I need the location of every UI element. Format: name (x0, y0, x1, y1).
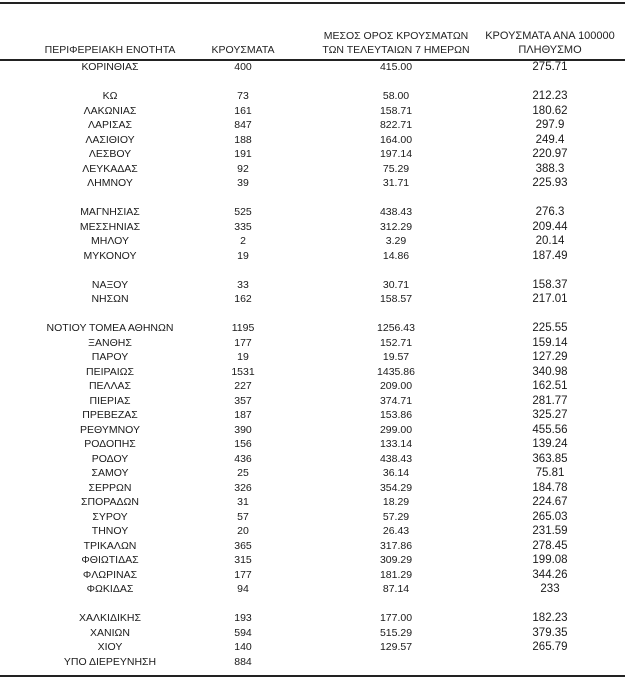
cell-avg7: 177.00 (379, 612, 413, 624)
cell-cases: 335 (234, 220, 252, 233)
table-row (0, 568, 630, 583)
cell-per100k: 363.85 (532, 452, 568, 465)
table-row (0, 365, 630, 380)
header-avg7-line1: ΜΕΣΟΣ ΟΡΟΣ ΚΡΟΥΣΜΑΤΩΝ (323, 30, 469, 42)
cell-cases: 2 (240, 235, 246, 247)
cell-per100k: 139.24 (532, 438, 568, 450)
cell-cases: 140 (234, 641, 252, 653)
table-row (0, 495, 630, 510)
cell-cases: 525 (234, 206, 252, 218)
cell-avg7: 374.71 (379, 394, 413, 407)
cell-region: ΠΕΙΡΑΙΩΣ (86, 365, 134, 378)
cell-region: ΞΑΝΘΗΣ (88, 336, 132, 349)
cell-cases: 191 (234, 148, 252, 160)
cell-cases: 400 (234, 61, 252, 73)
cell-per100k: 325.27 (532, 409, 568, 421)
cell-avg7: 57.29 (382, 510, 410, 523)
table-row (0, 611, 630, 626)
cell-cases: 227 (234, 380, 252, 392)
cell-avg7: 197.14 (379, 148, 413, 160)
header-region (0, 43, 220, 57)
table-row (0, 481, 630, 496)
cell-region: ΦΘΙΩΤΙΔΑΣ (81, 554, 139, 566)
cell-region: ΛΑΡΙΣΑΣ (88, 119, 132, 131)
cell-avg7: 18.29 (382, 496, 410, 508)
table-row (0, 278, 630, 293)
cell-avg7: 87.14 (382, 583, 410, 595)
table-row (0, 118, 630, 133)
cell-cases: 326 (234, 481, 252, 494)
cell-per100k: 217.01 (532, 293, 568, 305)
table-row (0, 452, 630, 467)
cell-per100k: 199.08 (532, 554, 568, 566)
table-header (0, 28, 630, 58)
cell-per100k: 278.45 (532, 539, 568, 552)
cell-region: ΣΠΟΡΑΔΩΝ (81, 496, 139, 508)
cell-cases: 1195 (231, 322, 255, 334)
cell-cases: 162 (234, 293, 252, 305)
cell-per100k: 127.29 (532, 351, 568, 363)
cell-cases: 193 (234, 612, 252, 624)
cell-cases: 92 (237, 162, 249, 175)
cell-avg7: 822.71 (379, 119, 413, 131)
cell-cases: 156 (234, 438, 252, 450)
cell-per100k: 20.14 (535, 235, 565, 247)
cell-avg7: 164.00 (379, 133, 413, 146)
cell-per100k: 180.62 (532, 104, 568, 117)
cell-per100k: 224.67 (532, 496, 568, 508)
cell-cases: 357 (234, 394, 252, 407)
header-per100k-line2: ΠΛΗΘΥΣΜΟ (518, 44, 582, 56)
table-row (0, 205, 630, 220)
cell-per100k: 340.98 (532, 365, 568, 378)
cell-region: ΣΥΡΟΥ (92, 510, 128, 523)
cell-per100k: 275.71 (532, 61, 568, 73)
cell-per100k: 220.97 (532, 148, 568, 160)
cell-avg7: 133.14 (379, 438, 413, 450)
cell-cases: 19 (237, 351, 249, 363)
cell-region: ΥΠΟ ΔΙΕΡΕΥΝΗΣΗ (63, 655, 157, 668)
cell-cases: 187 (234, 409, 252, 421)
table-row (0, 350, 630, 365)
table-row (0, 626, 630, 641)
table-row (0, 147, 630, 162)
cell-avg7: 415.00 (379, 61, 413, 73)
cell-avg7: 158.57 (379, 293, 413, 305)
spacer-row (0, 191, 630, 206)
table-row (0, 394, 630, 409)
table-row (0, 162, 630, 177)
cell-cases: 94 (237, 583, 249, 595)
cell-avg7: 36.14 (382, 467, 410, 479)
cell-region: ΧΑΛΚΙΔΙΚΗΣ (79, 612, 141, 624)
cell-region: ΡΟΔΟΠΗΣ (84, 438, 136, 450)
cell-region: ΣΑΜΟΥ (91, 467, 129, 479)
cell-cases: 315 (234, 554, 252, 566)
cell-cases: 73 (237, 90, 249, 102)
cell-region: ΝΗΣΩΝ (91, 293, 129, 305)
cell-avg7: 438.43 (379, 206, 413, 218)
table-top-border (0, 2, 625, 4)
cell-region: ΜΥΚΟΝΟΥ (83, 249, 137, 262)
table-row (0, 249, 630, 264)
cell-per100k: 265.79 (532, 641, 568, 653)
table-body (0, 60, 630, 669)
cell-region: ΦΛΩΡΙΝΑΣ (82, 568, 138, 581)
cell-region: ΣΕΡΡΩΝ (88, 481, 132, 494)
cell-per100k: 212.23 (532, 90, 568, 102)
header-per100k-line1: ΚΡΟΥΣΜΑΤΑ ΑΝΑ 100000 (485, 30, 615, 42)
cell-cases: 33 (237, 278, 249, 291)
cell-avg7: 153.86 (379, 409, 413, 421)
cell-region: ΝΟΤΙΟΥ ΤΟΜΕΑ ΑΘΗΝΩΝ (46, 322, 174, 334)
cell-cases: 390 (234, 423, 252, 436)
cell-avg7: 14.86 (382, 249, 410, 262)
cell-per100k: 162.51 (532, 380, 568, 392)
cell-region: ΤΡΙΚΑΛΩΝ (83, 539, 137, 552)
header-cases-label: ΚΡΟΥΣΜΑΤΑ (211, 44, 275, 56)
table-row (0, 104, 630, 119)
cell-region: ΡΕΘΥΜΝΟΥ (79, 423, 140, 436)
cell-cases: 594 (234, 626, 252, 639)
table-row (0, 640, 630, 655)
cell-avg7: 158.71 (379, 104, 413, 117)
cell-avg7: 26.43 (382, 525, 410, 537)
cell-region: ΠΕΛΛΑΣ (88, 380, 132, 392)
cell-per100k: 388.3 (535, 162, 565, 175)
cell-per100k: 249.4 (535, 133, 565, 146)
cell-cases: 436 (234, 452, 252, 465)
cell-avg7: 1435.86 (377, 365, 415, 378)
cell-region: ΧΑΝΙΩΝ (90, 626, 130, 639)
cell-avg7: 129.57 (379, 641, 413, 653)
cell-avg7: 19.57 (382, 351, 410, 363)
cell-avg7: 1256.43 (377, 322, 415, 334)
table-bottom-border (0, 675, 625, 677)
cell-region: ΛΑΚΩΝΙΑΣ (83, 104, 137, 117)
cell-per100k: 379.35 (532, 626, 568, 639)
cell-avg7: 309.29 (379, 554, 413, 566)
table-row (0, 234, 630, 249)
cell-avg7: 3.29 (385, 235, 407, 247)
table-row (0, 321, 630, 336)
cell-avg7: 312.29 (379, 220, 413, 233)
cell-per100k: 225.55 (532, 322, 568, 334)
cell-per100k: 455.56 (532, 423, 568, 436)
table-row (0, 220, 630, 235)
cell-per100k: 281.77 (532, 394, 568, 407)
table-row (0, 466, 630, 481)
spacer-row (0, 307, 630, 322)
cell-per100k: 265.03 (532, 510, 568, 523)
table-row (0, 423, 630, 438)
table-row (0, 510, 630, 525)
cell-per100k: 75.81 (535, 467, 565, 479)
header-avg7-line2: ΤΩΝ ΤΕΛΕΥΤΑΙΩΝ 7 ΗΜΕΡΩΝ (322, 44, 470, 56)
cell-per100k: 158.37 (532, 278, 568, 291)
table-row (0, 408, 630, 423)
cell-cases: 847 (234, 119, 252, 131)
spacer-row (0, 75, 630, 90)
cell-cases: 31 (237, 496, 249, 508)
cell-per100k: 184.78 (532, 481, 568, 494)
cell-cases: 1531 (231, 365, 255, 378)
table-row (0, 292, 630, 307)
cell-avg7: 299.00 (379, 423, 413, 436)
cell-per100k: 159.14 (532, 336, 568, 349)
spacer-row (0, 263, 630, 278)
cell-per100k: 209.44 (532, 220, 568, 233)
cell-avg7: 317.86 (379, 539, 413, 552)
cell-cases: 177 (234, 336, 252, 349)
cell-region: ΝΑΞΟΥ (91, 278, 129, 291)
cell-cases: 39 (237, 177, 249, 189)
cell-per100k: 182.23 (532, 612, 568, 624)
table-row (0, 89, 630, 104)
cell-region: ΛΕΣΒΟΥ (88, 148, 132, 160)
cell-region: ΠΙΕΡΙΑΣ (89, 394, 131, 407)
table-row (0, 336, 630, 351)
header-region-label: ΠΕΡΙΦΕΡΕΙΑΚΗ ΕΝΟΤΗΤΑ (44, 44, 176, 56)
cell-region: ΦΩΚΙΔΑΣ (86, 583, 134, 595)
cell-avg7: 515.29 (379, 626, 413, 639)
cell-avg7: 354.29 (379, 481, 413, 494)
cell-avg7: 31.71 (382, 177, 410, 189)
cell-region: ΛΕΥΚΑΔΑΣ (82, 162, 138, 175)
table-row (0, 133, 630, 148)
cell-region: ΛΗΜΝΟΥ (87, 177, 133, 189)
cell-cases: 19 (237, 249, 249, 262)
table-row (0, 524, 630, 539)
cell-per100k: 344.26 (532, 568, 568, 581)
cell-avg7: 438.43 (379, 452, 413, 465)
cell-per100k: 233 (540, 583, 560, 595)
table-row (0, 582, 630, 597)
table-row (0, 60, 630, 75)
cell-region: ΚΩ (102, 90, 118, 102)
table-row (0, 379, 630, 394)
cell-avg7: 152.71 (379, 336, 413, 349)
cell-region: ΤΗΝΟΥ (91, 525, 129, 537)
cell-cases: 161 (234, 104, 252, 117)
table-row (0, 655, 630, 670)
cell-cases: 57 (237, 510, 249, 523)
table-row (0, 553, 630, 568)
cell-per100k: 225.93 (532, 177, 568, 189)
spacer-row (0, 597, 630, 612)
table-row (0, 539, 630, 554)
header-per100k (475, 29, 625, 57)
cell-avg7: 181.29 (379, 568, 413, 581)
header-cases (205, 43, 281, 57)
cell-region: ΚΟΡΙΝΘΙΑΣ (81, 61, 139, 73)
cell-region: ΜΑΓΝΗΣΙΑΣ (80, 206, 140, 218)
cell-avg7: 58.00 (382, 90, 410, 102)
table-row (0, 176, 630, 191)
cell-region: ΜΕΣΣΗΝΙΑΣ (79, 220, 141, 233)
cell-cases: 177 (234, 568, 252, 581)
cell-region: ΛΑΣΙΘΙΟΥ (85, 133, 135, 146)
cell-region: ΡΟΔΟΥ (91, 452, 129, 465)
cell-cases: 20 (237, 525, 249, 537)
cell-region: ΜΗΛΟΥ (91, 235, 129, 247)
cell-per100k: 231.59 (532, 525, 568, 537)
cell-per100k: 297.9 (535, 119, 565, 131)
cell-cases: 365 (234, 539, 252, 552)
cell-cases: 884 (234, 655, 252, 668)
cell-avg7: 30.71 (382, 278, 410, 291)
header-avg7 (310, 29, 482, 57)
cell-avg7: 75.29 (382, 162, 410, 175)
cell-cases: 188 (234, 133, 252, 146)
cell-region: ΠΑΡΟΥ (91, 351, 129, 363)
cell-avg7: 209.00 (379, 380, 413, 392)
cell-region: ΧΙΟΥ (97, 641, 123, 653)
table-row (0, 437, 630, 452)
cell-cases: 25 (237, 467, 249, 479)
cell-per100k: 187.49 (532, 249, 568, 262)
cell-region: ΠΡΕΒΕΖΑΣ (82, 409, 138, 421)
cell-per100k: 276.3 (535, 206, 565, 218)
